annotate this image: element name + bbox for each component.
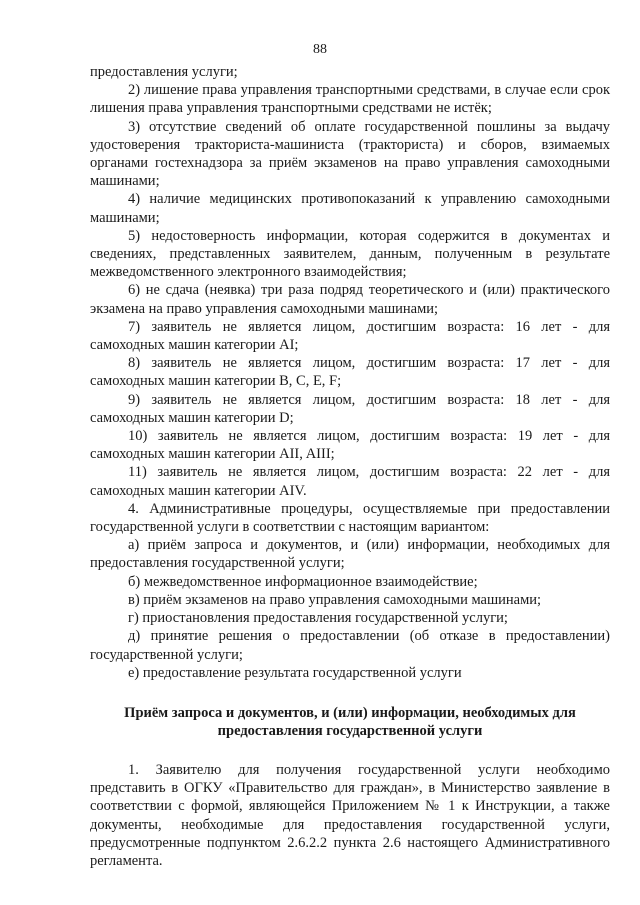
paragraph-item: б) межведомственное информационное взаимодействие;: [128, 573, 478, 590]
paragraph-item: 4. Административные процедуры, осуществляемые при предоставлении государственной услуги в соответствии с настоящим вариантом:: [90, 500, 610, 536]
section-heading-line-1: Приём запроса и документов, и (или) информации, необходимых для: [124, 704, 576, 721]
paragraph-item: 6) не сдача (неявка) три раза подряд теоретического и (или) практического экзамена на право управления самоходными машинами;: [90, 282, 610, 317]
paragraph-item: 11) заявитель не является лицом, достигшим возраста: 22 лет - для самоходных машин категории AIV.: [90, 464, 610, 499]
paragraph-item: 10) заявитель не является лицом, достигшим возраста: 19 лет - для самоходных машин категории AII, AIII;: [90, 428, 610, 463]
paragraph-item: а) приём запроса и документов, и (или) информации, необходимых для предоставления государственной услуги;: [90, 537, 610, 572]
instruction-paragraph: 1. Заявителю для получения государственной услуги необходимо представить в ОГКУ «Правительство для граждан», в Министерство заявление в соответствии с формой, являющейся Приложением № 1 к Инструкции, а также документы, необходимые для предоставления государственной услуги, предусмотренные подпунктом 2.6.2.2 пункта 2.6 настоящего Административного регламента.: [90, 761, 610, 869]
paragraph-item: е) предоставление результата государственной услуги: [128, 664, 462, 681]
paragraph-item: 3) отсутствие сведений об оплате государственной пошлины за выдачу удостоверения тракториста-машиниста (тракториста) и сборов, взимаемых органами гостехнадзора за приём экзаменов на право управления самоходными машинами;: [90, 118, 610, 190]
paragraph-list: [90, 63, 610, 682]
paragraph-item: предоставления услуги;: [90, 64, 238, 80]
paragraph-item: 9) заявитель не является лицом, достигшим возраста: 18 лет - для самоходных машин категории D;: [90, 391, 610, 426]
paragraph-item: д) принятие решения о предоставлении (об отказе в предоставлении) государственной услуги;: [90, 628, 610, 663]
document-body: [90, 63, 610, 870]
paragraph-item: 2) лишение права управления транспортными средствами, в случае если срок лишения права управления транспортными средствами не истёк;: [90, 82, 610, 117]
page-number: 88: [313, 42, 327, 57]
paragraph-item: г) приостановления предоставления государственной услуги;: [128, 610, 508, 627]
paragraph-item: 8) заявитель не является лицом, достигшим возраста: 17 лет - для самоходных машин категории B, C, E, F;: [90, 355, 610, 390]
section-heading: [90, 704, 610, 741]
paragraph-item: 4) наличие медицинских противопоказаний к управлению самоходными машинами;: [90, 191, 610, 226]
section-heading-line-2: предоставления государственной услуги: [217, 723, 483, 740]
paragraph-item: 7) заявитель не является лицом, достигшим возраста: 16 лет - для самоходных машин категории AI;: [90, 318, 610, 354]
paragraph-item: в) приём экзаменов на право управления самоходными машинами;: [128, 591, 542, 608]
paragraph-item: 5) недостоверность информации, которая содержится в документах и сведениях, представленных заявителем, данным, полученным в результате межведомственного электронного взаимодействия;: [90, 227, 610, 281]
